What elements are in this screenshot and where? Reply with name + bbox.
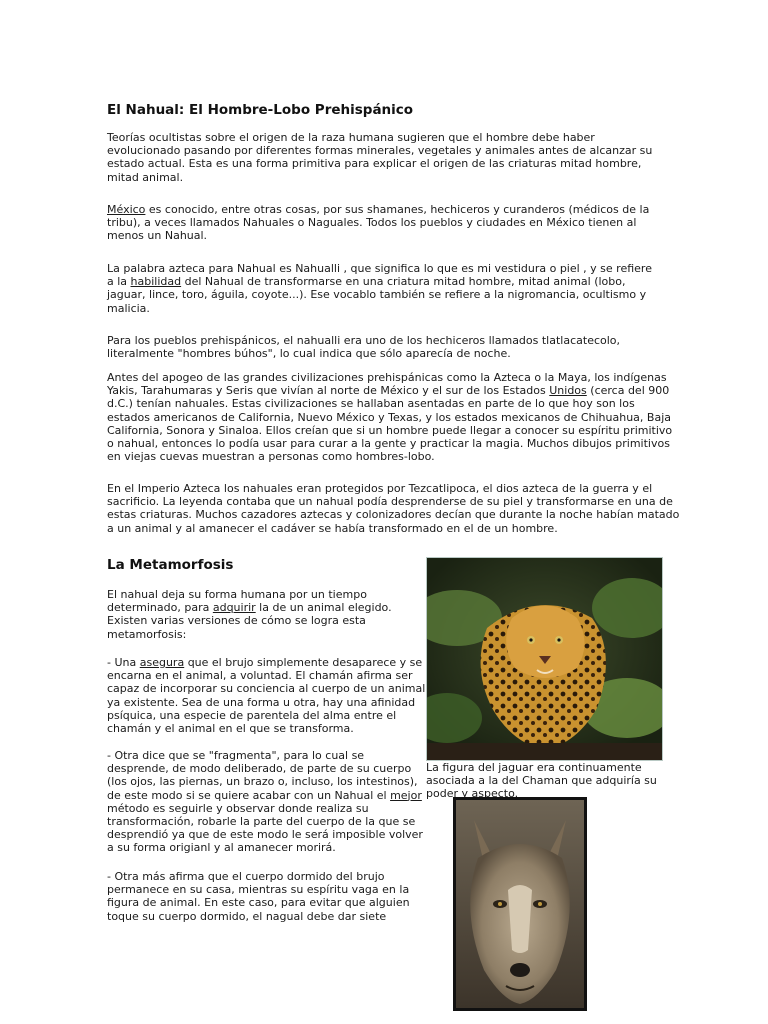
text-line: literalmente "hombres búhos", lo cual indica que sólo aparecía de noche. — [107, 347, 511, 361]
text-line: a su forma origianl y al amanecer morirá. — [107, 841, 336, 855]
text-line: sacrificio. La leyenda contaba que un nahual podía desprenderse de su piel y transformarse en una de — [107, 495, 673, 509]
text-line: psíquica, una especie de parentela del alma entre el — [107, 708, 397, 722]
text-line: mitad animal. — [107, 170, 184, 184]
link-asegura[interactable]: asegura — [139, 656, 185, 669]
text-fragment: (cerca del 900 — [586, 384, 670, 398]
paragraph-mexico — [107, 203, 649, 243]
text-line: o nahual, entonces lo podía usar para curar a la gente y practicar la magia. Muchos dibujos primitivos — [107, 437, 670, 451]
text-line — [107, 601, 392, 614]
text-line: chamán y el animal en el que se transforma. — [107, 722, 354, 736]
text-line: d.C.) tenían nahuales. Estas civilizaciones se hallaban asentadas en parte de lo que hoy son los — [107, 397, 635, 411]
jaguar-photo — [426, 557, 663, 761]
text-line: figura de animal. En este caso, para evitar que alguien — [107, 896, 410, 910]
text-line: metamorfosis: — [107, 627, 187, 641]
text-line — [107, 656, 425, 669]
text-fragment: que el brujo simplemente desaparece y se — [184, 656, 423, 669]
text-line: desprende, de modo deliberado, de parte de su cuerpo — [107, 762, 412, 776]
text-line: - Otra más afirma que el cuerpo dormido del brujo — [107, 870, 385, 883]
link-unidos[interactable]: Unidos — [549, 384, 587, 398]
text-fragment: de este modo si se quiere acabar con un Nahual el — [107, 788, 391, 802]
paragraph-civilizations — [107, 371, 672, 463]
text-line: El nahual deja su forma humana por un tiempo — [107, 588, 367, 601]
text-line: En el Imperio Azteca los nahuales eran protegidos por Tezcatlipoca, el dios azteca de la guerra y el — [107, 482, 653, 495]
caption-line: La figura del jaguar era continuamente — [426, 761, 642, 774]
text-line: estados americanos de California, Nuevo México y Texas, y los estados mexicanos de Chihuahua, Baja — [107, 410, 671, 424]
jaguar-caption — [426, 761, 657, 801]
text-fragment: la de un animal elegido. — [255, 601, 392, 615]
paragraph-version-one — [107, 656, 425, 735]
link-mexico[interactable]: México — [107, 203, 146, 216]
text-line — [107, 275, 652, 288]
text-line: capaz de incorporar su conciencia al cuerpo de un animal — [107, 682, 426, 696]
paragraph-aztec-empire — [107, 482, 679, 535]
text-line: permanece en su casa, mientras su espíritu vaga en la — [107, 883, 410, 897]
text-line: malicia. — [107, 301, 150, 315]
text-line: - Otra dice que se "fragmenta", para lo cual se — [107, 749, 365, 762]
link-adquirir[interactable]: adquirir — [212, 601, 256, 615]
link-mejor[interactable]: mejor — [390, 788, 422, 802]
jaguar-image — [427, 558, 662, 760]
text-line — [107, 789, 423, 802]
text-line: ya existente. Sea de una forma u otra, hay una afinidad — [107, 695, 416, 709]
text-line: encarna en el animal, a voluntad. El chamán afirma ser — [107, 669, 413, 683]
text-line: Teorías ocultistas sobre el origen de la raza humana sugieren que el hombre debe haber — [107, 131, 595, 144]
caption-line: poder y aspecto. — [426, 787, 519, 801]
paragraph-metamorphosis-intro — [107, 588, 392, 641]
text-line: tribu), a veces llamados Nahuales o Naguales. Todos los pueblos y ciudades en México tienen al — [107, 216, 637, 230]
paragraph-nahualli — [107, 262, 652, 315]
text-line — [107, 384, 672, 397]
text-fragment: del Nahual de transformarse en una criatura mitad hombre, mitad animal (lobo, — [181, 275, 626, 289]
wolf-image — [456, 800, 584, 1008]
text-line: California, Sonora y Sinaloa. Ellos creían que si un hombre puede llegar a conocer su espíritu primitivo — [107, 423, 673, 437]
text-fragment: Yakis, Tarahumaras y Seris que vivían al norte de México y el sur de los Estados — [107, 384, 550, 398]
text-line: estado actual. Esta es una forma primitiva para explicar el origen de las criaturas mitad hombre, — [107, 157, 642, 171]
text-line — [107, 203, 649, 216]
text-line: transformación, robarle la parte del cuerpo de la que se — [107, 815, 416, 829]
text-fragment: determinado, para — [107, 601, 213, 615]
paragraph-version-two — [107, 749, 423, 855]
text-line: Antes del apogeo de las grandes civilizaciones prehispánicas como la Azteca o la Maya, los indígenas — [107, 371, 667, 384]
text-line: Para los pueblos prehispánicos, el nahualli era uno de los hechiceros llamados tlatlacatecolo, — [107, 334, 621, 347]
wolf-photo — [453, 797, 587, 1011]
paragraph-tlatlacatecolo — [107, 334, 620, 360]
text-line: estas criaturas. Muchos cazadores aztecas y colonizadores decían que durante la noche habían matado — [107, 508, 680, 522]
text-line: desprendió ya que de este modo le será imposible volver — [107, 828, 423, 842]
text-line: La palabra azteca para Nahual es Nahualli , que significa lo que es mi vestidura o piel , y se refiere — [107, 262, 652, 275]
text-line: jaguar, lince, toro, águila, coyote...). Ese vocablo también se refiere a la nigromancia, ocultismo y — [107, 288, 647, 302]
text-line: a un animal y al amanecer el cadáver se había transformado en el de un hombre. — [107, 521, 558, 535]
caption-line: asociada a la del Chaman que adquiría su — [426, 774, 657, 788]
text-line: menos un Nahual. — [107, 229, 208, 243]
text-fragment: es conocido, entre otras cosas, por sus shamanes, hechiceros y curanderos (médicos de la — [145, 203, 650, 216]
page-title: El Nahual: El Hombre-Lobo Prehispánico — [107, 102, 414, 118]
text-line: en viejas cuevas muestran a personas como hombres-lobo. — [107, 450, 435, 464]
section-heading: La Metamorfosis — [107, 557, 234, 573]
text-line: (los ojos, las piernas, un brazo o, incluso, los intestinos), — [107, 775, 418, 789]
text-fragment: a la — [107, 275, 131, 289]
text-line: método es seguirle y observar donde realiza su — [107, 801, 369, 815]
link-habilidad[interactable]: habilidad — [130, 275, 182, 289]
text-line: toque su cuerpo dormido, el nagual debe dar siete — [107, 909, 387, 923]
paragraph-version-three — [107, 870, 410, 923]
paragraph-origin — [107, 131, 652, 184]
text-line: Existen varias versiones de cómo se logra esta — [107, 614, 366, 628]
text-fragment: - Una — [107, 656, 140, 669]
text-line: evolucionado pasando por diferentes formas minerales, vegetales y animales antes de alcanzar su — [107, 144, 653, 158]
